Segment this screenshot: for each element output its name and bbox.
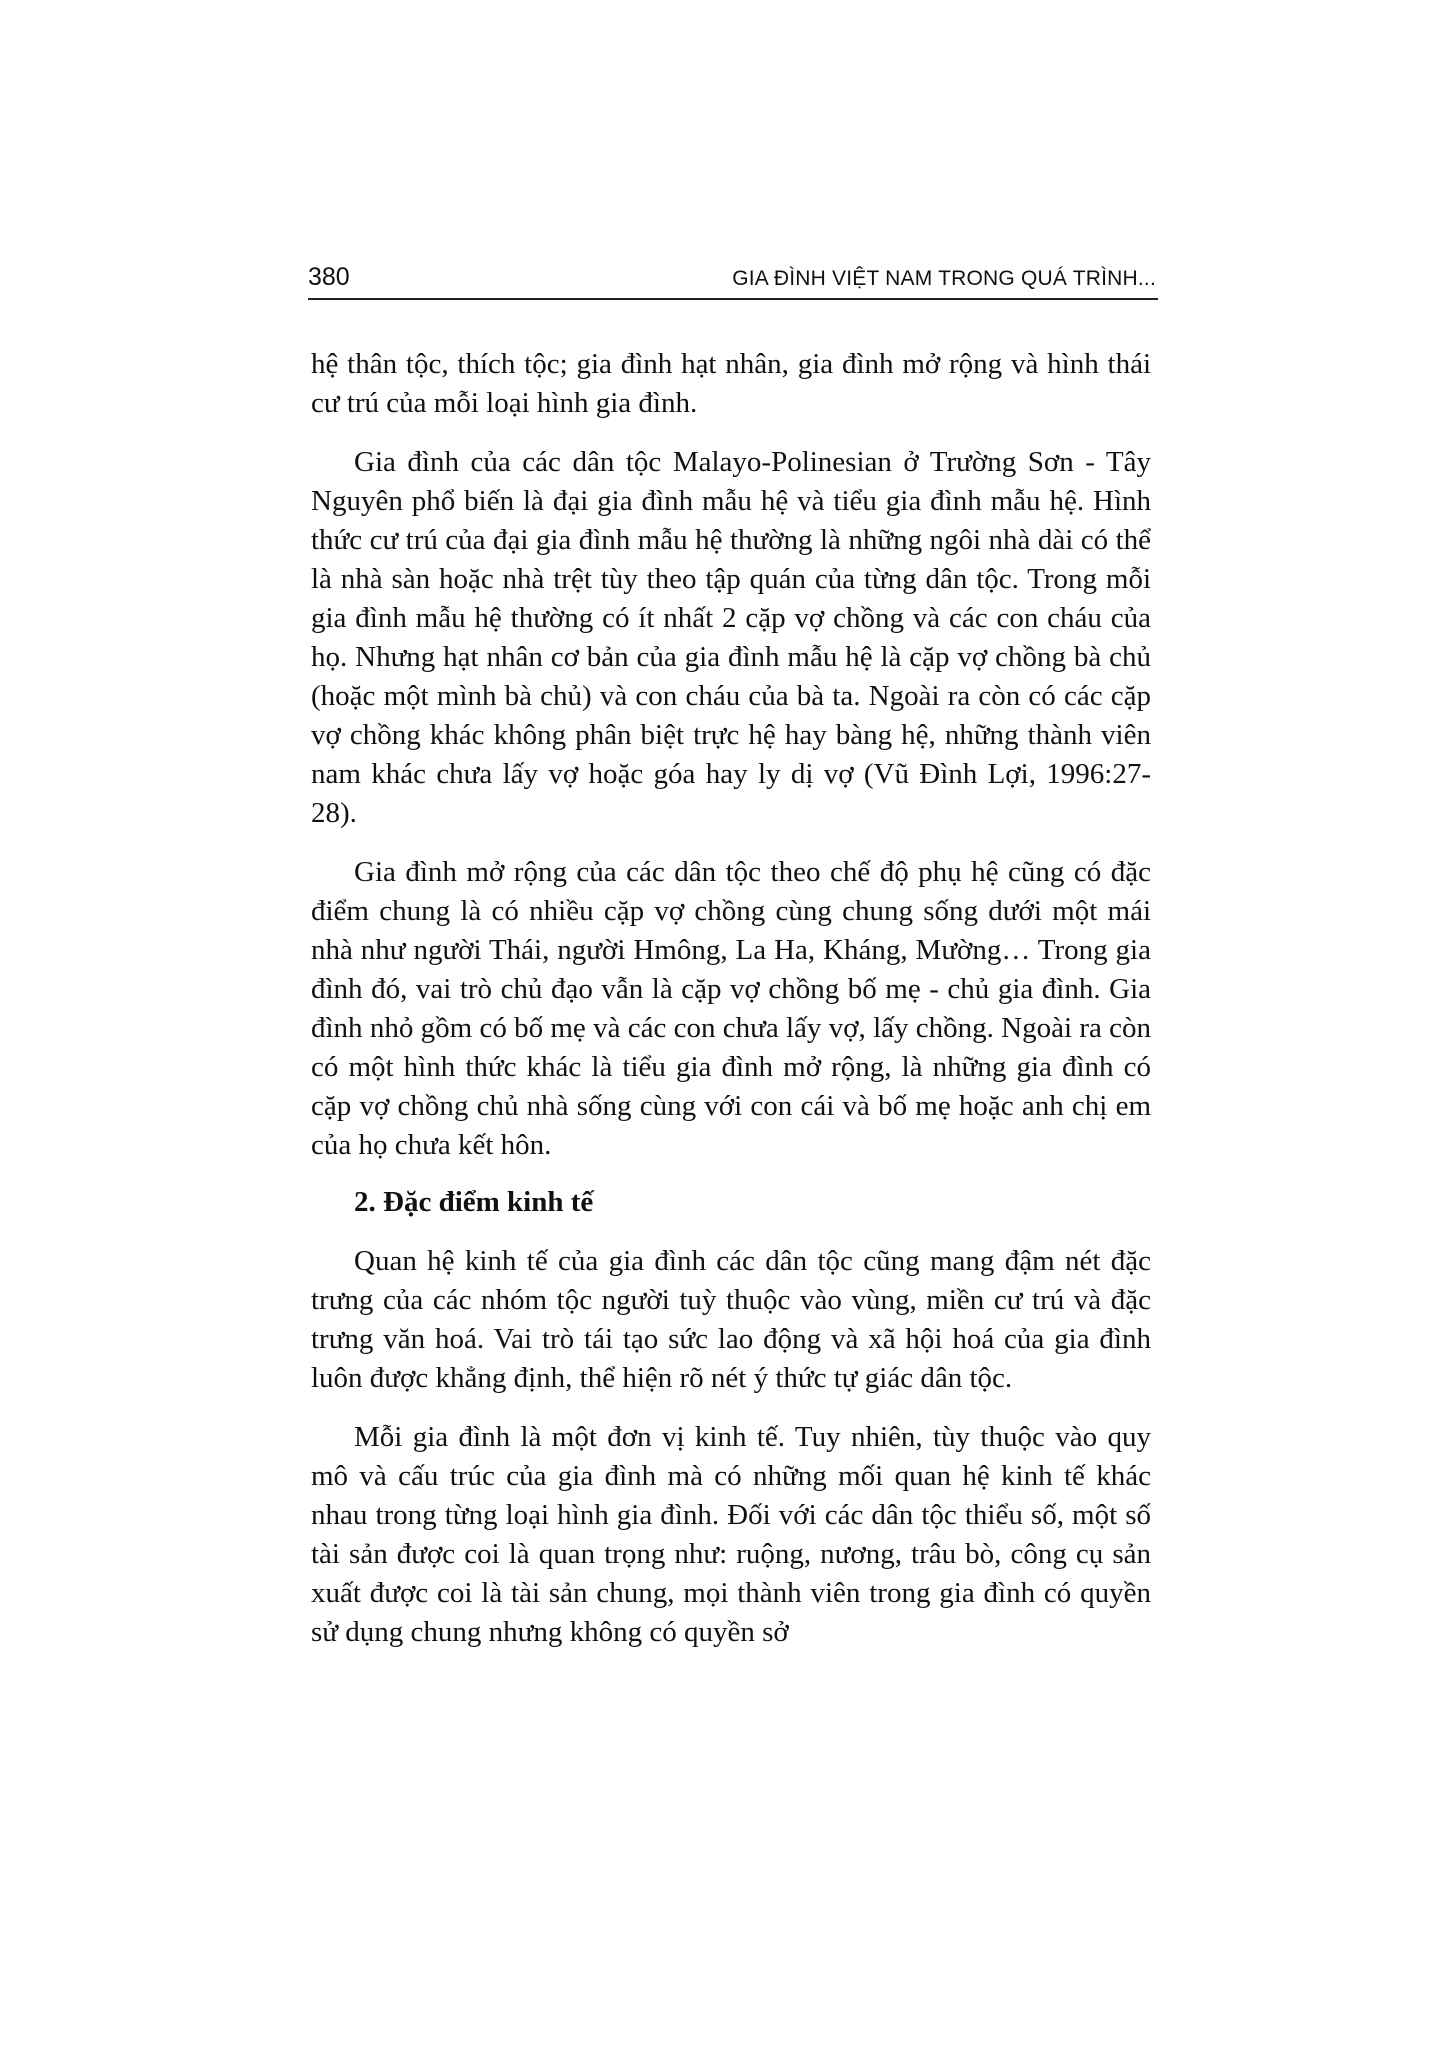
page-number: 380 xyxy=(308,263,350,291)
paragraph-patrilineal-families: Gia đình mở rộng của các dân tộc theo chế độ phụ hệ cũng có đặc điểm chung là có nhiều cặp vợ chồng cùng chung sống dưới một mái nhà như người Thái, người Hmông, La Ha, Kháng, Mường… Trong gia đình đó, vai trò chủ đạo vẫn là cặp vợ chồng bố mẹ - chủ gia đình. Gia đình nhỏ gồm có bố mẹ và các con chưa lấy vợ, lấy chồng. Ngoài ra còn có một hình thức khác là tiểu gia đình mở rộng, là những gia đình có cặp vợ chồng chủ nhà sống cùng với con cái và bố mẹ hoặc anh chị em của họ chưa kết hôn. xyxy=(311,856,1151,1161)
section-heading-economic: 2. Đặc điểm kinh tế xyxy=(354,1186,594,1218)
paragraph-household-economy: Mỗi gia đình là một đơn vị kinh tế. Tuy nhiên, tùy thuộc vào quy mô và cấu trúc của gia đình mà có những mối quan hệ kinh tế khác nhau trong từng loại hình gia đình. Đối với các dân tộc thiểu số, một số tài sản được coi là quan trọng như: ruộng, nương, trâu bò, công cụ sản xuất được coi là tài sản chung, mọi thành viên trong gia đình có quyền sử dụng chung nhưng không có quyền sở xyxy=(311,1421,1151,1648)
page-body xyxy=(311,345,1151,1672)
paragraph-economic-relations: Quan hệ kinh tế của gia đình các dân tộc cũng mang đậm nét đặc trưng của các nhóm tộc người tuỳ thuộc vào vùng, miền cư trú và đặc trưng văn hoá. Vai trò tái tạo sức lao động và xã hội hoá của gia đình luôn được khẳng định, thể hiện rõ nét ý thức tự giác dân tộc. xyxy=(311,1245,1151,1394)
paragraph-matrilineal-families: Gia đình của các dân tộc Malayo-Polinesian ở Trường Sơn - Tây Nguyên phổ biến là đại gia đình mẫu hệ và tiểu gia đình mẫu hệ. Hình thức cư trú của đại gia đình mẫu hệ thường là những ngôi nhà dài có thể là nhà sàn hoặc nhà trệt tùy theo tập quán của từng dân tộc. Trong mỗi gia đình mẫu hệ thường có ít nhất 2 cặp vợ chồng và các con cháu của họ. Nhưng hạt nhân cơ bản của gia đình mẫu hệ là cặp vợ chồng bà chủ (hoặc một mình bà chủ) và con cháu của bà ta. Ngoài ra còn có các cặp vợ chồng khác không phân biệt trực hệ hay bàng hệ, những thành viên nam khác chưa lấy vợ hoặc góa hay ly dị vợ (Vũ Đình Lợi, 1996:27- 28). xyxy=(311,446,1151,829)
page-header xyxy=(308,262,1158,300)
paragraph-continuation: hệ thân tộc, thích tộc; gia đình hạt nhân, gia đình mở rộng và hình thái cư trú của mỗi loại hình gia đình. xyxy=(311,348,1151,419)
running-title: GIA ĐÌNH VIỆT NAM TRONG QUÁ TRÌNH... xyxy=(732,267,1156,290)
